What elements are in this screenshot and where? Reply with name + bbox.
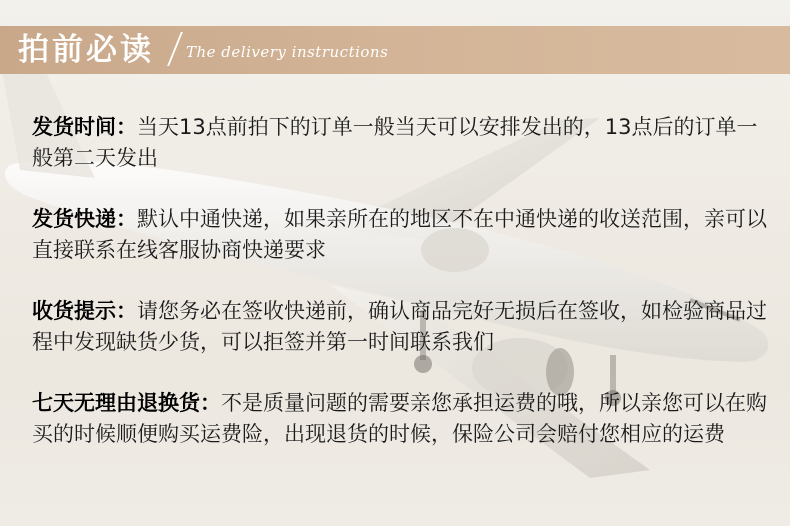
section-label: 七天无理由退换货：	[32, 391, 221, 415]
header-subtitle: The delivery instructions	[186, 43, 389, 61]
instructions-content	[32, 112, 768, 480]
section-label: 收货提示：	[32, 299, 137, 323]
section-text: 不是质量问题的需要亲您承担运费的哦，所以亲您可以在购买的时候顺便购买运费险，出现退货的时候，保险公司会赔付您相应的运费	[32, 391, 767, 446]
header-banner	[0, 26, 790, 74]
section-returns	[32, 388, 768, 450]
section-label: 发货时间：	[32, 115, 137, 139]
section-text: 当天13点前拍下的订单一般当天可以安排发出的，13点后的订单一般第二天发出	[32, 115, 758, 170]
section-text: 请您务必在签收快递前，确认商品完好无损后在签收，如检验商品过程中发现缺货少货，可以拒签并第一时间联系我们	[32, 299, 767, 354]
section-text: 默认中通快递，如果亲所在的地区不在中通快递的收送范围，亲可以直接联系在线客服协商快递要求	[32, 207, 767, 262]
header-title: 拍前必读	[18, 32, 154, 68]
section-ship-time	[32, 112, 768, 174]
section-label: 发货快递：	[32, 207, 137, 231]
header-divider-slash	[167, 32, 183, 66]
section-courier	[32, 204, 768, 266]
section-receipt-tips	[32, 296, 768, 358]
